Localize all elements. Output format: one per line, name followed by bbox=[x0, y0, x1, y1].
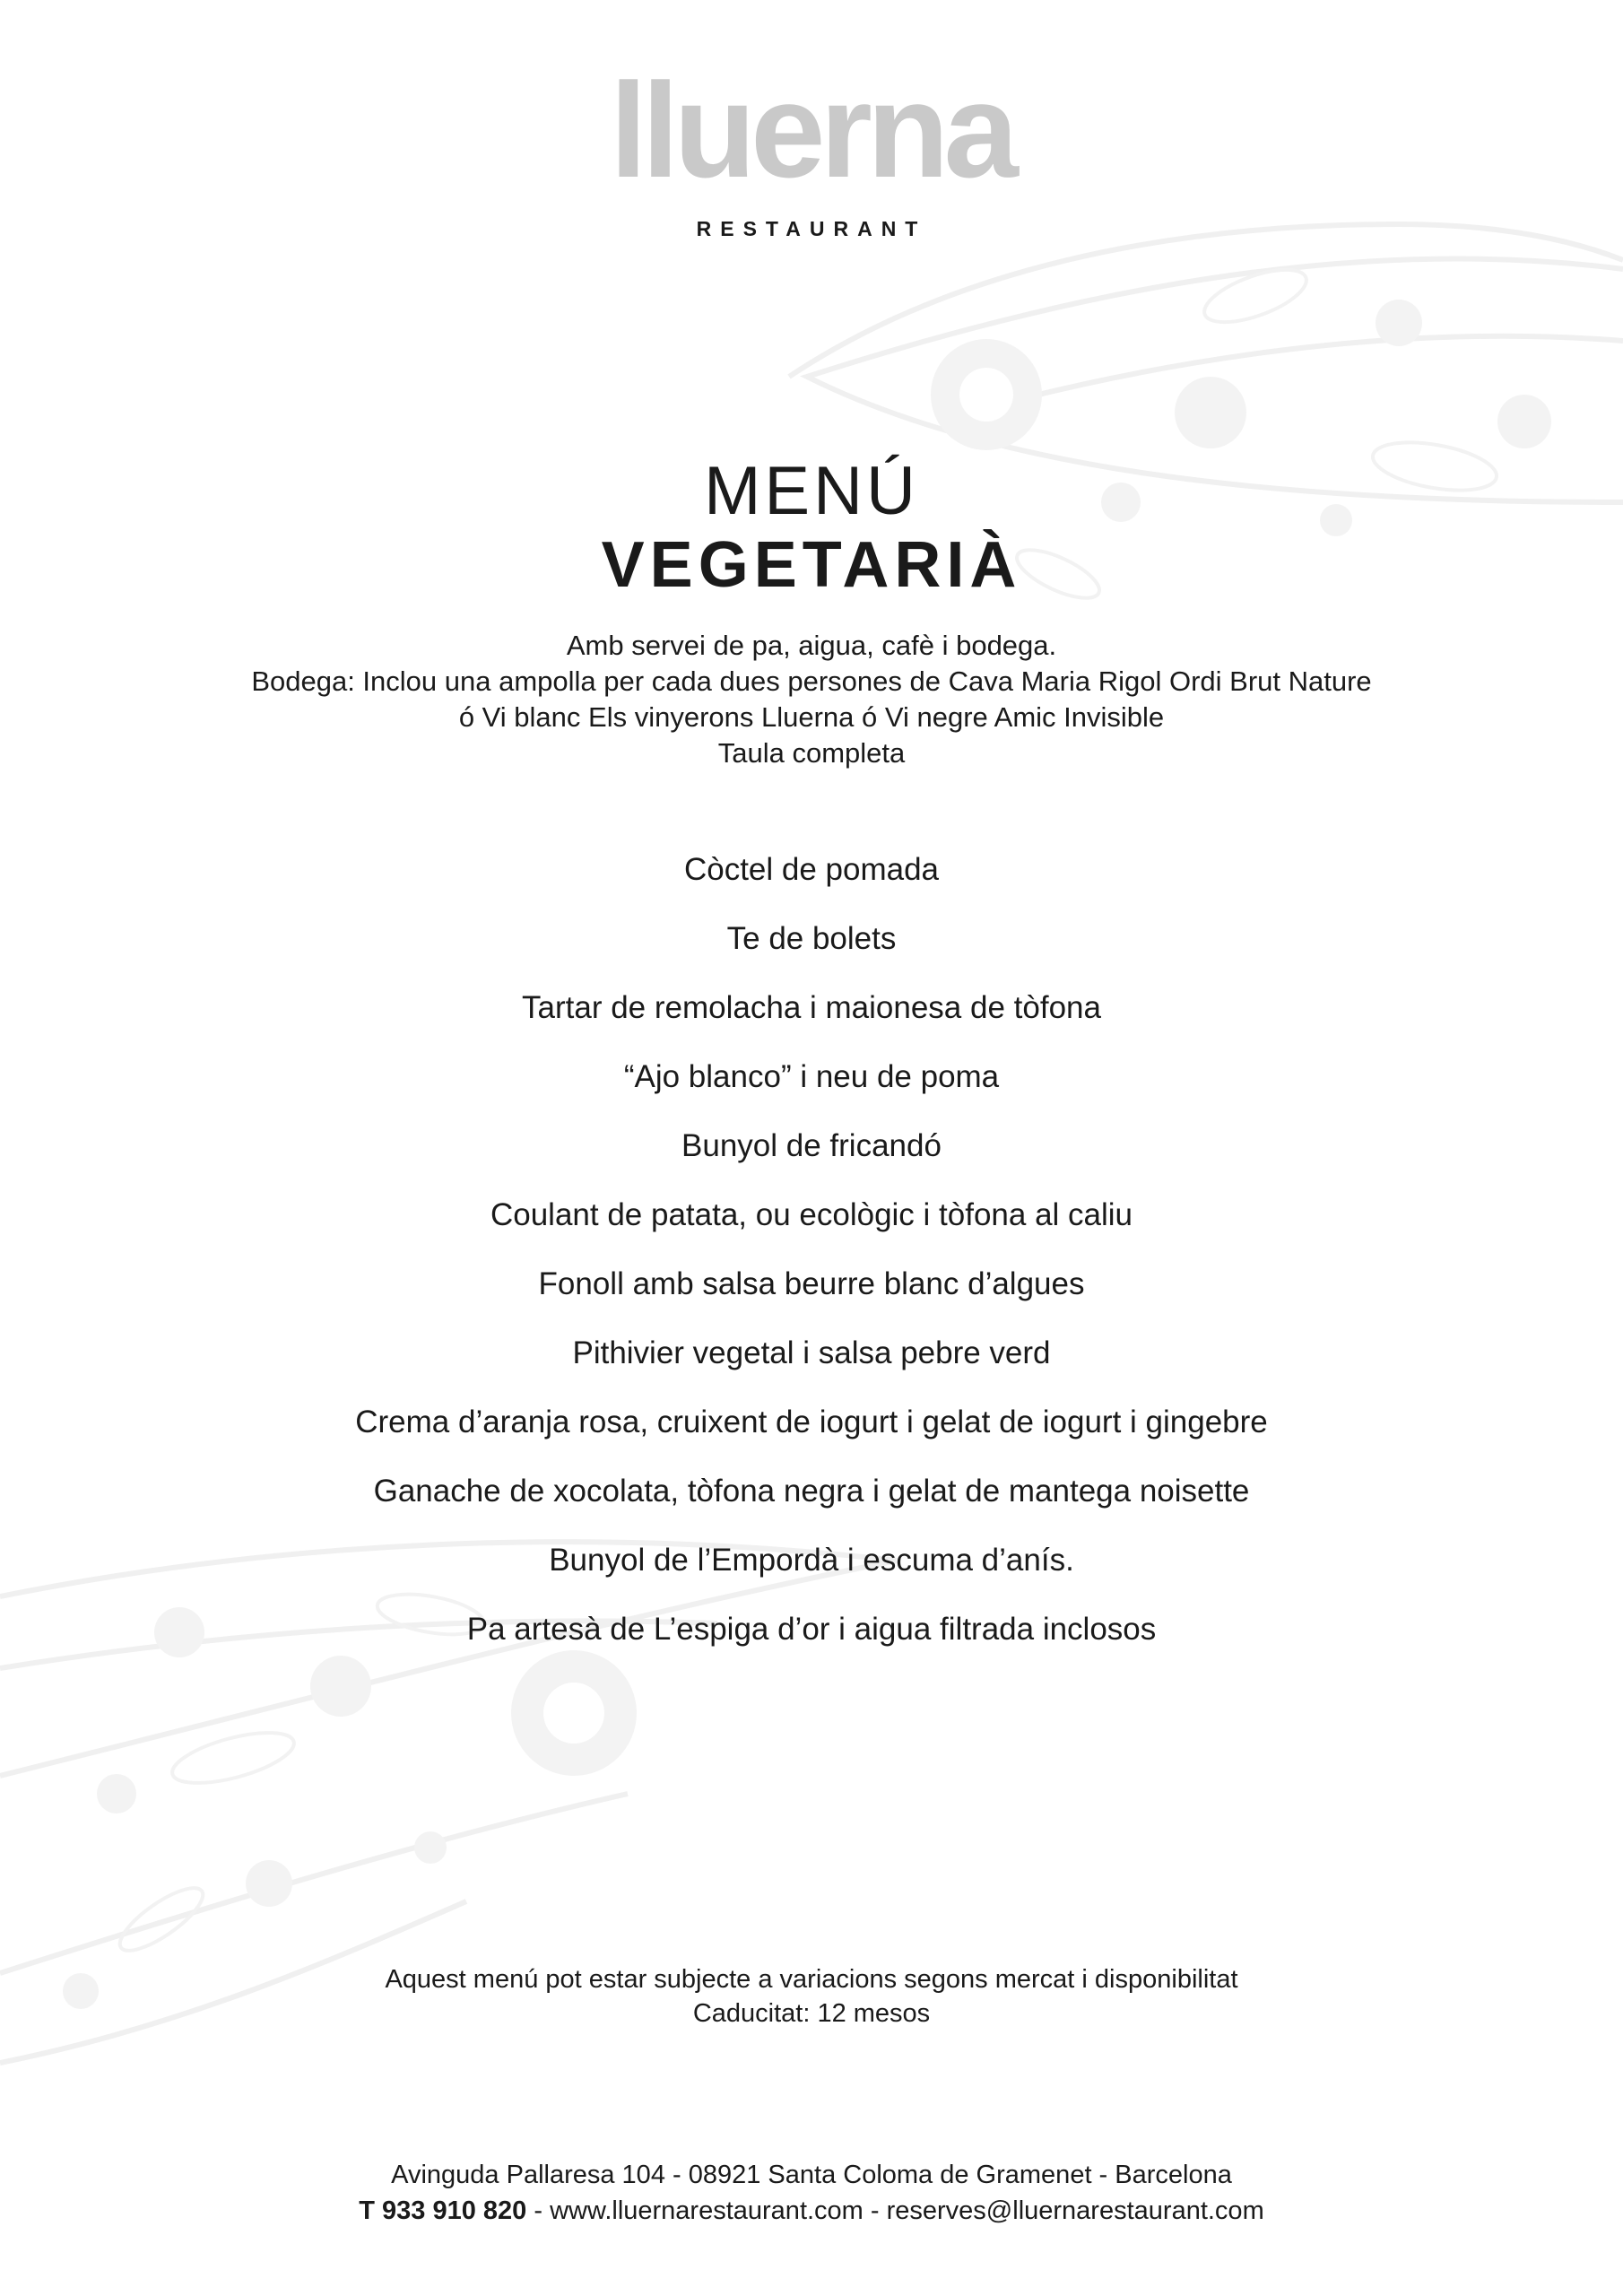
menu-title-line1: MENÚ bbox=[704, 453, 919, 529]
intro-line: Amb servei de pa, aigua, cafè i bodega. bbox=[566, 630, 1057, 661]
restaurant-subtitle: RESTAURANT bbox=[696, 217, 927, 240]
dish-item: Ganache de xocolata, tòfona negra i gelat de mantega noisette bbox=[373, 1474, 1250, 1509]
intro-line: Bodega: Inclou una ampolla per cada dues persones de Cava Maria Rigol Ordi Brut Nature bbox=[251, 665, 1372, 697]
dish-item: Fonoll amb salsa beurre blanc d’algues bbox=[538, 1266, 1085, 1301]
menu-disclaimer bbox=[0, 1962, 1623, 2031]
intro-line: Taula completa bbox=[717, 737, 906, 769]
web-email-text: - www.lluernarestaurant.com - reserves@lluernarestaurant.com bbox=[526, 2196, 1264, 2225]
dish-item: Pa artesà de L’espiga d’or i aigua filtrada inclosos bbox=[466, 1612, 1157, 1647]
contact-footer bbox=[0, 2157, 1623, 2229]
dish-item: Còctel de pomada bbox=[683, 852, 940, 887]
contact-line bbox=[0, 2193, 1623, 2229]
dish-item: Te de bolets bbox=[726, 921, 897, 956]
menu-title-line2: VEGETARIÀ bbox=[601, 529, 1022, 601]
intro-line: ó Vi blanc Els vinyerons Lluerna ó Vi negre Amic Invisible bbox=[458, 701, 1165, 733]
dish-item: Coulant de patata, ou ecològic i tòfona al caliu bbox=[490, 1197, 1133, 1232]
expiry-line: Caducitat: 12 mesos bbox=[692, 1999, 931, 2028]
menu-intro bbox=[0, 628, 1623, 771]
dish-item: “Ajo blanco” i neu de poma bbox=[623, 1059, 1000, 1094]
dish-item: Bunyol de fricandó bbox=[681, 1128, 942, 1163]
phone-number: T 933 910 820 bbox=[359, 2196, 527, 2225]
restaurant-logo: lluerna bbox=[610, 55, 1013, 205]
dish-item: Crema d’aranja rosa, cruixent de iogurt i gelat de iogurt i gingebre bbox=[355, 1405, 1268, 1439]
dish-item: Tartar de remolacha i maionesa de tòfona bbox=[522, 990, 1101, 1025]
address-line: Avinguda Pallaresa 104 - 08921 Santa Coloma de Gramenet - Barcelona bbox=[391, 2161, 1232, 2189]
dish-list bbox=[0, 848, 1623, 1676]
dish-item: Bunyol de l’Empordà i escuma d’anís. bbox=[549, 1543, 1074, 1578]
disclaimer-line: Aquest menú pot estar subjecte a variacions segons mercat i disponibilitat bbox=[385, 1965, 1238, 1994]
dish-item: Pithivier vegetal i salsa pebre verd bbox=[572, 1335, 1051, 1370]
